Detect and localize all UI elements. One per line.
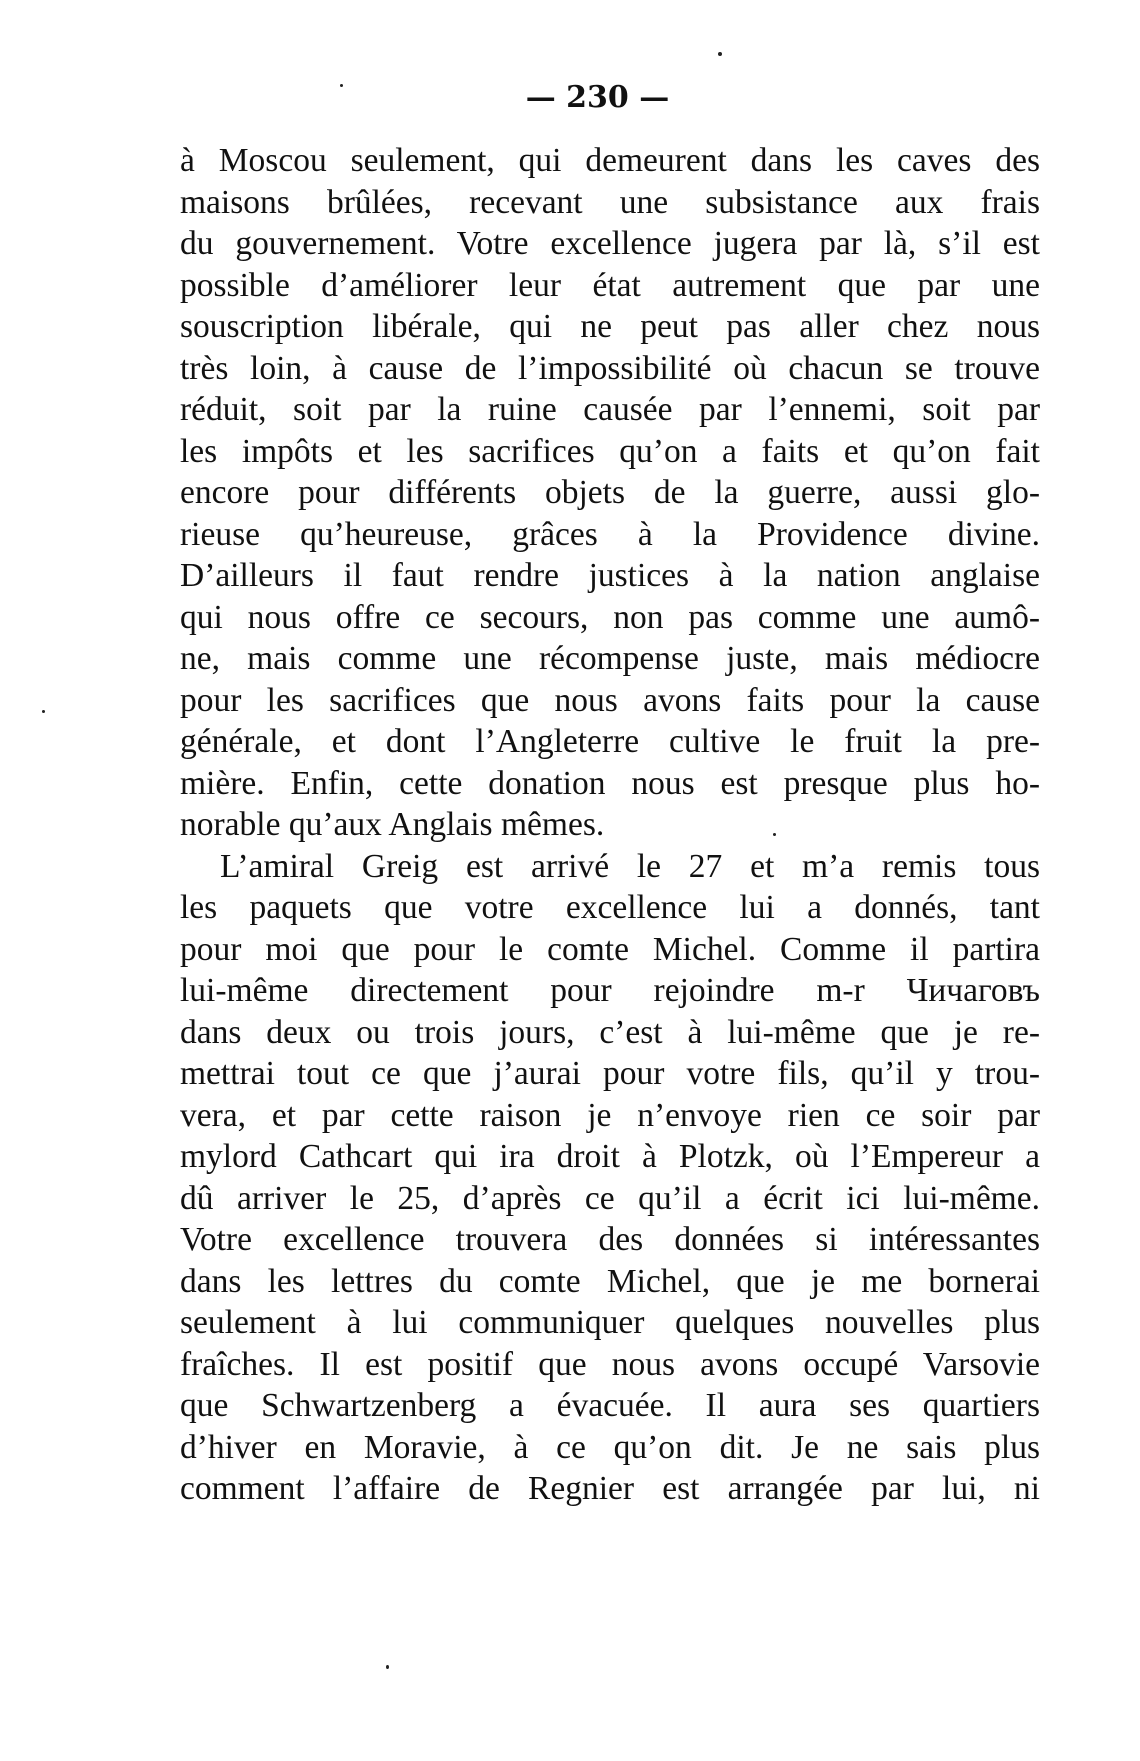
- text-line: très loin, à cause de l’impossibilité où chacun se trouve: [180, 349, 1040, 387]
- text-line: dans deux ou trois jours, c’est à lui-même que je re-: [180, 1013, 1040, 1051]
- text-line: les impôts et les sacrifices qu’on a faits et qu’on fait: [180, 432, 1040, 470]
- text-line: vera, et par cette raison je n’envoye rien ce soir par: [180, 1096, 1040, 1134]
- text-line: L’amiral Greig est arrivé le 27 et m’a remis tous: [220, 847, 1040, 885]
- text-line: seulement à lui communiquer quelques nouvelles plus: [180, 1304, 1040, 1341]
- text-line: fraîches. Il est positif que nous avons occupé Varsovie: [180, 1345, 1040, 1383]
- text-line: mylord Cathcart qui ira droit à Plotzk, où l’Empereur a: [180, 1138, 1040, 1175]
- text-line: dû arriver le 25, d’après ce qu’il a écrit ici lui-même.: [180, 1179, 1040, 1217]
- print-speck: [340, 84, 343, 87]
- text-line: souscription libérale, qui ne peut pas aller chez nous: [180, 308, 1040, 345]
- text-line: du gouvernement. Votre excellence jugera par là, s’il est: [180, 225, 1040, 262]
- text-line: réduit, soit par la ruine causée par l’ennemi, soit par: [180, 391, 1040, 428]
- text-line: lui-même directement pour rejoindre m-r Чичаговъ: [180, 972, 1040, 1009]
- text-line: mière. Enfin, cette donation nous est presque plus ho-: [180, 764, 1040, 802]
- text-line: les paquets que votre excellence lui a donnés, tant: [180, 889, 1040, 926]
- text-line: rieuse qu’heureuse, grâces à la Providence divine.: [180, 515, 1040, 553]
- text-line: générale, et dont l’Angleterre cultive le fruit la pre-: [180, 723, 1040, 760]
- text-line: Votre excellence trouvera des données si intéressantes: [180, 1221, 1040, 1258]
- text-line: encore pour différents objets de la guerre, aussi glo-: [180, 474, 1040, 511]
- text-line: comment l’affaire de Regnier est arrangée par lui, ni: [180, 1470, 1040, 1507]
- print-speck: [386, 1665, 389, 1669]
- print-speck: [718, 52, 722, 56]
- text-line: mettrai tout ce que j’aurai pour votre fils, qu’il y trou-: [180, 1055, 1040, 1092]
- text-line: dans les lettres du comte Michel, que je me bornerai: [180, 1262, 1040, 1300]
- text-line: à Moscou seulement, qui demeurent dans les caves des: [180, 142, 1040, 179]
- print-speck: [42, 710, 45, 713]
- paragraph: [180, 140, 1040, 846]
- print-speck: [773, 833, 776, 836]
- text-line: pour les sacrifices que nous avons faits pour la cause: [180, 681, 1040, 719]
- text-line: D’ailleurs il faut rendre justices à la nation anglaise: [180, 557, 1040, 594]
- text-line: qui nous offre ce secours, non pas comme une aumô-: [180, 598, 1040, 636]
- paragraph: [180, 846, 1040, 1510]
- text-line: d’hiver en Moravie, à ce qu’on dit. Je ne sais plus: [180, 1428, 1040, 1466]
- text-line: maisons brûlées, recevant une subsistance aux frais: [180, 183, 1040, 221]
- text-line: norable qu’aux Anglais mêmes.: [180, 806, 605, 843]
- page-number: — 230 —: [525, 80, 670, 115]
- body-text: [180, 140, 1040, 1510]
- text-line: que Schwartzenberg a évacuée. Il aura ses quartiers: [180, 1387, 1040, 1424]
- text-line: ne, mais comme une récompense juste, mais médiocre: [180, 640, 1040, 677]
- text-line: possible d’améliorer leur état autrement que par une: [180, 266, 1040, 304]
- text-line: pour moi que pour le comte Michel. Comme il partira: [180, 930, 1040, 968]
